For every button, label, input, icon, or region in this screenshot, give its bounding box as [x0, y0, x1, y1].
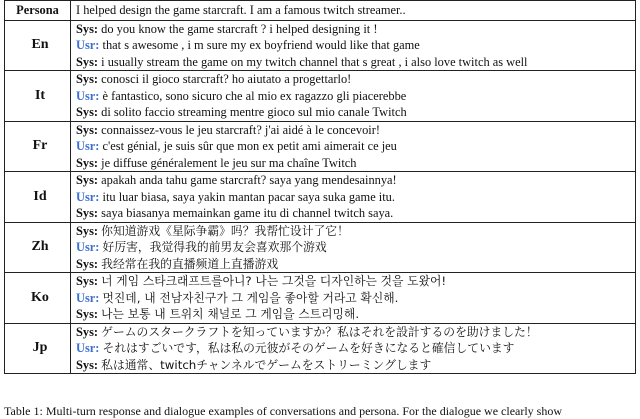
language-code: Fr — [5, 121, 71, 172]
language-row — [5, 121, 636, 172]
language-code: Zh — [5, 222, 71, 273]
dialogue-turns — [71, 20, 636, 71]
system-speaker-label: Sys: — [76, 357, 99, 372]
utterance-text: c'est génial, je suis sûr que mon ex petit ami aimerait ce jeu — [102, 139, 397, 153]
dialogue-turn — [76, 256, 635, 273]
user-speaker-label: Usr: — [76, 341, 100, 355]
dialogue-turn — [76, 290, 635, 307]
utterance-text: 你知道游戏《星际争霸》吗？我帮忙设计了它！ — [101, 223, 349, 238]
dialogue-turns — [71, 323, 636, 374]
system-speaker-label: Sys: — [76, 72, 99, 86]
utterance-text: i usually stream the game on my twitch channel that s great , i also love twitch as well — [101, 54, 528, 69]
user-speaker-label: Usr: — [76, 139, 100, 153]
system-speaker-label: Sys: — [76, 206, 99, 220]
utterance-text: 私は通常、twitchチャンネルでゲームをストリーミングします — [101, 357, 432, 372]
utterance-text: conosci il gioco starcraft? ho aiutato a progettarlo! — [101, 72, 352, 86]
user-speaker-label: Usr: — [76, 189, 100, 204]
utterance-text: 好厉害，我觉得我的前男友会喜欢那个游戏 — [102, 240, 327, 254]
utterance-text: 我经常在我的直播频道上直播游戏 — [101, 256, 279, 271]
system-speaker-label: Sys: — [76, 122, 99, 137]
system-speaker-label: Sys: — [76, 223, 99, 238]
system-speaker-label: Sys: — [76, 21, 99, 36]
dialogue-turn — [76, 54, 635, 71]
dialogue-turn — [76, 21, 635, 38]
utterance-text: je diffuse généralement le jeu sur ma chaîne Twitch — [101, 155, 357, 170]
user-speaker-label: Usr: — [76, 240, 100, 254]
dialogue-turn — [76, 189, 635, 206]
system-speaker-label: Sys: — [76, 54, 99, 69]
language-code: Jp — [5, 323, 71, 374]
language-row — [5, 20, 636, 71]
utterance-text: 너 게임 스타크래프트를아니? 나는 그것을 디자인하는 것을 도왔어! — [101, 274, 447, 288]
dialogue-turns — [71, 222, 636, 273]
system-speaker-label: Sys: — [76, 256, 99, 271]
dialogue-turn — [76, 273, 635, 290]
system-speaker-label: Sys: — [76, 324, 99, 339]
language-row — [5, 172, 636, 223]
table-caption: Table 1: Multi-turn response and dialogue examples of conversations and persona. For the dialogue we clearly show — [4, 404, 563, 418]
system-speaker-label: Sys: — [76, 274, 99, 288]
utterance-text: connaissez-vous le jeu starcraft? j'ai aidé à le concevoir! — [101, 122, 380, 137]
language-row — [5, 71, 636, 122]
language-row — [5, 222, 636, 273]
dialogue-turn — [76, 239, 635, 256]
dialogue-turns — [71, 172, 636, 223]
dialogue-turn — [76, 223, 635, 240]
system-speaker-label: Sys: — [76, 105, 99, 119]
utterance-text: itu luar biasa, saya yakin mantan pacar saya suka game itu. — [102, 189, 395, 204]
dialogue-turn — [76, 71, 635, 88]
dialogue-turn — [76, 88, 635, 105]
utterance-text: 멋진데, 내 전남자친구가 그 게임을 좋아할 거라고 확신해. — [102, 290, 399, 305]
language-code: It — [5, 71, 71, 122]
dialogue-turn — [76, 104, 635, 121]
utterance-text: apakah anda tahu game starcraft? saya yang mendesainnya! — [101, 173, 397, 187]
dialogue-turn — [76, 306, 635, 323]
utterance-text: ゲームのスタークラフトを知っていますか？私はそれを設計するのを助けました！ — [101, 324, 538, 339]
dialogue-turns — [71, 71, 636, 122]
user-speaker-label: Usr: — [76, 38, 100, 52]
utterance-text: それはすごいです，私は私の元彼がそのゲームを好きになると確信しています — [102, 341, 515, 355]
language-row — [5, 273, 636, 324]
dialogue-turn — [76, 340, 635, 357]
language-code: En — [5, 20, 71, 71]
utterance-text: di solito faccio streaming mentre gioco sul mio canale Twitch — [101, 105, 407, 119]
system-speaker-label: Sys: — [76, 173, 99, 187]
dialogue-turn — [76, 172, 635, 189]
dialogue-turn — [76, 122, 635, 139]
system-speaker-label: Sys: — [76, 155, 99, 170]
dialogue-turn — [76, 357, 635, 374]
header-row — [5, 1, 636, 21]
dialogue-turn — [76, 155, 635, 172]
system-speaker-label: Sys: — [76, 307, 99, 321]
dialogue-turns — [71, 121, 636, 172]
dialogue-turn — [76, 324, 635, 341]
language-row — [5, 323, 636, 374]
user-speaker-label: Usr: — [76, 88, 100, 103]
utterance-text: that s awesome , i m sure my ex boyfriend would like that game — [102, 38, 420, 52]
utterance-text: 나는 보통 내 트위치 채널로 그 게임을 스트리밍해. — [101, 307, 360, 321]
utterance-text: è fantastico, sono sicuro che al mio ex ragazzo gli piacerebbe — [102, 88, 407, 103]
utterance-text: do you know the game starcraft ? i helped designing it ! — [101, 21, 378, 36]
language-code: Ko — [5, 273, 71, 324]
dialogue-turn — [76, 205, 635, 222]
dialogue-turn — [76, 138, 635, 155]
user-speaker-label: Usr: — [76, 290, 100, 305]
dialogue-turn — [76, 37, 635, 54]
dialogue-turns — [71, 273, 636, 324]
persona-header: Persona — [5, 1, 71, 21]
utterance-text: saya biasanya memainkan game itu di channel twitch saya. — [101, 206, 394, 220]
language-code: Id — [5, 172, 71, 223]
persona-dialogue-table — [4, 0, 636, 374]
persona-text: I helped design the game starcraft. I am a famous twitch streamer.. — [71, 1, 636, 21]
